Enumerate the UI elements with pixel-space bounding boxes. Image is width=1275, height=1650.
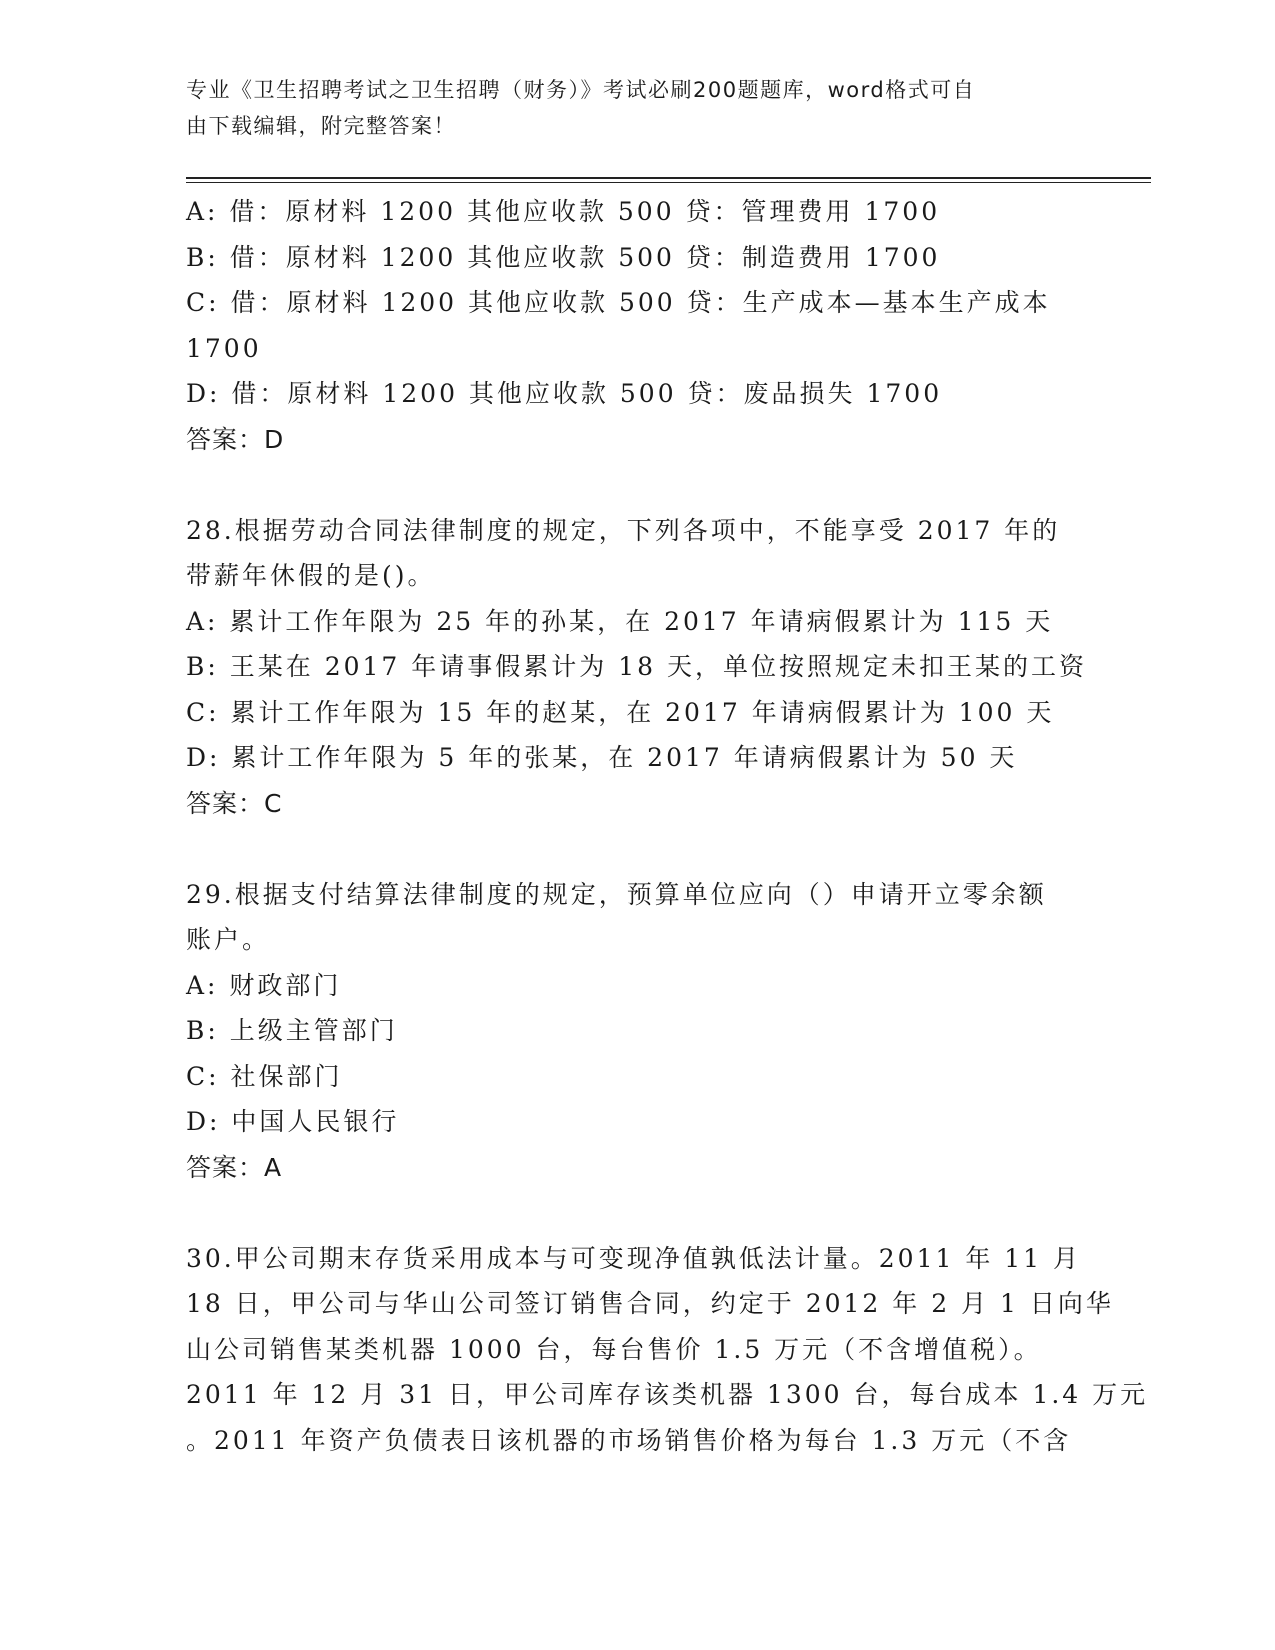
q27-option-c-line-2: 1700 <box>186 333 262 363</box>
q27-option-b: B: 借：原材料 1200 其他应收款 500 贷：制造费用 1700 <box>186 242 941 272</box>
q29-answer: 答案：A <box>186 1152 283 1182</box>
question-30-block <box>186 1236 1149 1464</box>
q28-question-line-1: 28.根据劳动合同法律制度的规定，下列各项中，不能享受 2017 年的 <box>186 515 1061 545</box>
q28-option-a: A: 累计工作年限为 25 年的孙某，在 2017 年请病假累计为 115 天 <box>186 606 1054 636</box>
q27-option-c-line-1: C: 借：原材料 1200 其他应收款 500 贷：生产成本—基本生产成本 <box>186 288 1051 317</box>
document-body <box>186 189 1149 1463</box>
q29-option-a: A: 财政部门 <box>186 970 342 1000</box>
q27-option-a: A: 借：原材料 1200 其他应收款 500 贷：管理费用 1700 <box>186 197 941 226</box>
q30-line-5: 。2011 年资产负债表日该机器的市场销售价格为每台 1.3 万元（不含 <box>186 1425 1072 1455</box>
q29-option-b: B: 上级主管部门 <box>186 1016 398 1045</box>
q29-question-line-2: 账户。 <box>186 925 271 954</box>
spacer <box>186 826 1086 872</box>
q30-line-3: 山公司销售某类机器 1000 台，每台售价 1.5 万元（不含增值税）。 <box>186 1334 1042 1364</box>
spacer <box>186 1190 1086 1236</box>
q28-question-line-2: 带薪年休假的是()。 <box>186 561 436 590</box>
q28-option-b: B: 王某在 2017 年请事假累计为 18 天，单位按照规定未扣王某的工资 <box>186 652 1087 681</box>
header-divider-thin <box>186 182 1151 183</box>
spacer <box>186 462 1086 508</box>
q27-option-d: D: 借：原材料 1200 其他应收款 500 贷：废品损失 1700 <box>186 379 943 408</box>
q29-option-d: D: 中国人民银行 <box>186 1107 400 1136</box>
header-divider-thick <box>186 177 1151 179</box>
q30-line-4: 2011 年 12 月 31 日，甲公司库存该类机器 1300 台，每台成本 1.4 万元 <box>186 1380 1149 1409</box>
q30-line-1: 30.甲公司期末存货采用成本与可变现净值孰低法计量。2011 年 11 月 <box>186 1243 1082 1273</box>
question-29-block <box>186 872 1086 1191</box>
document-header <box>186 72 1066 144</box>
header-title-line-2: 由下载编辑，附完整答案！ <box>186 114 456 138</box>
q29-option-c: C: 社保部门 <box>186 1061 343 1091</box>
q27-answer: 答案：D <box>186 424 285 454</box>
header-title-line-1: 专业《卫生招聘考试之卫生招聘（财务）》考试必刷200题题库，word格式可自 <box>186 78 976 102</box>
q28-answer: 答案：C <box>186 788 283 818</box>
q28-option-c: C: 累计工作年限为 15 年的赵某，在 2017 年请病假累计为 100 天 <box>186 697 1055 727</box>
q29-question-line-1: 29.根据支付结算法律制度的规定，预算单位应向（）申请开立零余额 <box>186 879 1047 909</box>
question-28-block <box>186 508 1086 827</box>
question-27-block <box>186 189 1086 462</box>
q28-option-d: D: 累计工作年限为 5 年的张某，在 2017 年请病假累计为 50 天 <box>186 743 1018 772</box>
q30-line-2: 18 日，甲公司与华山公司签订销售合同，约定于 2012 年 2 月 1 日向华 <box>186 1289 1114 1318</box>
